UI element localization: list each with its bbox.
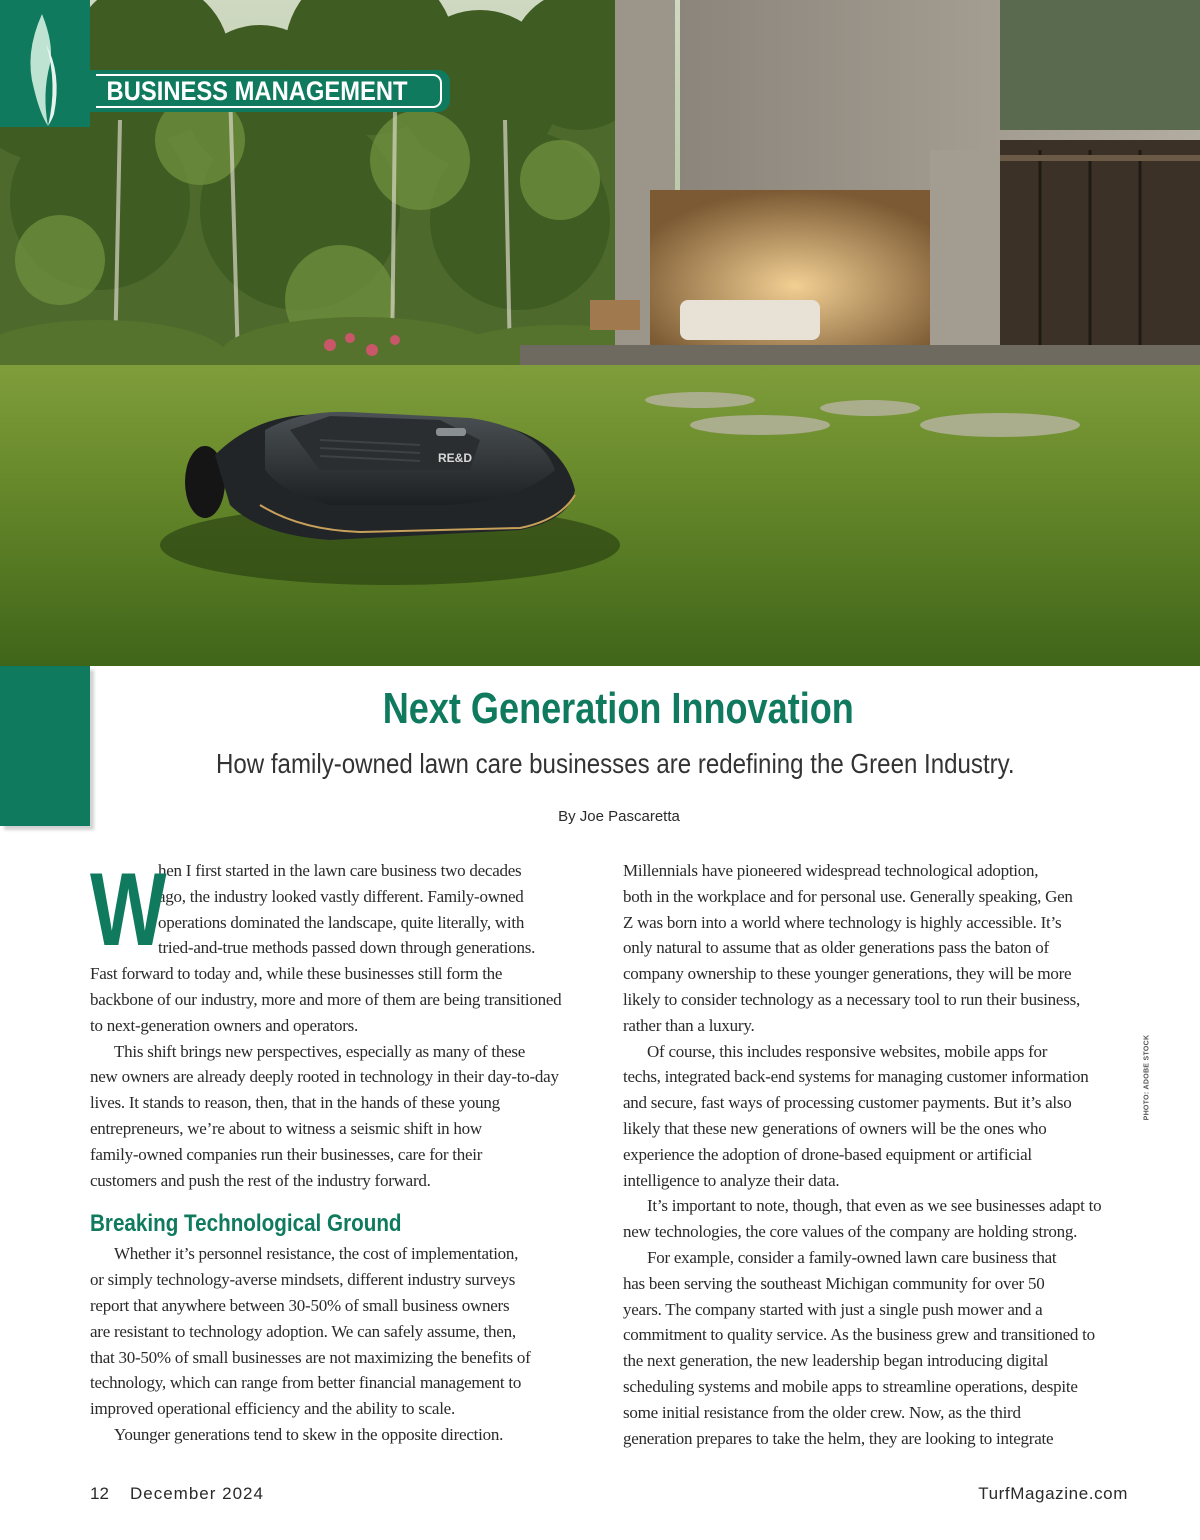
body-text-line: only natural to assume that as older generations pass the baton of (623, 938, 1049, 958)
body-text-line: techs, integrated back-end systems for managing customer information (623, 1067, 1089, 1087)
body-column-left (90, 852, 588, 1448)
grass-leaf-icon (18, 14, 68, 126)
body-text-line: Z was born into a world where technology is highly accessible. It’s (623, 912, 1062, 932)
body-text-line: to next-generation owners and operators. (90, 1015, 359, 1035)
body-text-line: Millennials have pioneered widespread technological adoption, (623, 861, 1039, 880)
body-text-line: intelligence to analyze their data. (623, 1170, 840, 1190)
body-text-line: some initial resistance from the older crew. Now, as the third (623, 1402, 1021, 1422)
body-text-line: backbone of our industry, more and more of them are being transitioned (90, 989, 562, 1009)
section-logo-block (0, 0, 90, 127)
body-text-line: are resistant to technology adoption. We can safely assume, then, (90, 1321, 516, 1341)
body-text-line: For example, consider a family-owned lawn care business that (647, 1247, 1057, 1267)
body-text-line: Of course, this includes responsive websites, mobile apps for (647, 1041, 1048, 1061)
drop-cap: W (90, 852, 167, 968)
article-byline: By Joe Pascaretta (558, 808, 680, 825)
body-text-line: lives. It stands to reason, then, that in the hands of these young (90, 1093, 500, 1113)
body-text-line: new technologies, the core values of the company are holding strong. (623, 1222, 1078, 1242)
body-text-line: experience the adoption of drone-based equipment or artificial (623, 1144, 1032, 1164)
body-text-line: rather than a luxury. (623, 1015, 755, 1035)
body-text-line: scheduling systems and mobile apps to streamline operations, despite (623, 1376, 1078, 1396)
body-text-line: both in the workplace and for personal use. Generally speaking, Gen (623, 886, 1073, 906)
body-text-line: Younger generations tend to skew in the opposite direction. (114, 1424, 504, 1444)
section-label: BUSINESS MANAGEMENT (106, 75, 408, 106)
section-subhead: Breaking Technological Ground (90, 1210, 402, 1238)
body-text-line: that 30-50% of small businesses are not maximizing the benefits of (90, 1347, 531, 1367)
body-text-line: company ownership to these younger generations, they will be more (623, 964, 1072, 984)
section-tag (90, 70, 450, 112)
body-text-line: or simply technology-averse mindsets, different industry surveys (90, 1270, 516, 1290)
body-text-line: Whether it’s personnel resistance, the cost of implementation, (114, 1244, 519, 1264)
body-text-line: improved operational efficiency and the ability to scale. (90, 1399, 455, 1419)
website-link[interactable]: TurfMagazine.com (978, 1484, 1128, 1503)
body-text-line: family-owned companies run their businesses, care for their (90, 1144, 483, 1164)
body-text-line: It’s important to note, though, that even as we see businesses adapt to (647, 1196, 1102, 1216)
body-text-line: and secure, fast ways of processing customer payments. But it’s also (623, 1093, 1072, 1113)
body-text-line: This shift brings new perspectives, especially as many of these (114, 1041, 526, 1061)
body-column-right (623, 858, 1129, 1451)
body-text-line: the next generation, the new leadership began introducing digital (623, 1351, 1049, 1371)
column-lines (623, 858, 1129, 1451)
body-text-line: years. The company started with just a single push mower and a (623, 1299, 1043, 1319)
issue-date: December 2024 (130, 1484, 264, 1503)
body-text-line: ago, the industry looked vastly different. Family-owned (158, 886, 524, 906)
body-text-line: likely to consider technology as a necessary tool to run their business, (623, 989, 1080, 1009)
body-text-line: entrepreneurs, we’re about to witness a seismic shift in how (90, 1118, 482, 1138)
body-text-line: customers and push the rest of the industry forward. (90, 1170, 431, 1190)
article-title: Next Generation Innovation (382, 684, 854, 733)
body-text-line: technology, which can range from better financial management to (90, 1373, 522, 1393)
body-text-line: commitment to quality service. As the business grew and transitioned to (623, 1325, 1095, 1345)
body-text-line: new owners are already deeply rooted in technology in their day-to-day (90, 1067, 559, 1087)
body-text-line: likely that these new generations of owners will be the ones who (623, 1118, 1047, 1138)
body-text-line: tried-and-true methods passed down through generations. (158, 938, 536, 958)
page-number: 12 (90, 1484, 109, 1503)
body-text-line: generation prepares to take the helm, they are looking to integrate (623, 1428, 1054, 1448)
svg-text:RE&D: RE&D (437, 451, 473, 465)
body-text-line: hen I first started in the lawn care business two decades (158, 861, 522, 880)
article-subtitle: How family-owned lawn care businesses are redefining the Green Industry. (215, 748, 1015, 779)
body-text-line: Fast forward to today and, while these businesses still form the (90, 964, 503, 984)
photo-credit: PHOTO: ADOBE STOCK (1143, 1034, 1151, 1121)
body-text-line: report that anywhere between 30-50% of small business owners (90, 1295, 510, 1315)
body-text-line: has been serving the southeast Michigan community for over 50 (623, 1273, 1045, 1293)
body-text-line: operations dominated the landscape, quite literally, with (158, 912, 525, 932)
